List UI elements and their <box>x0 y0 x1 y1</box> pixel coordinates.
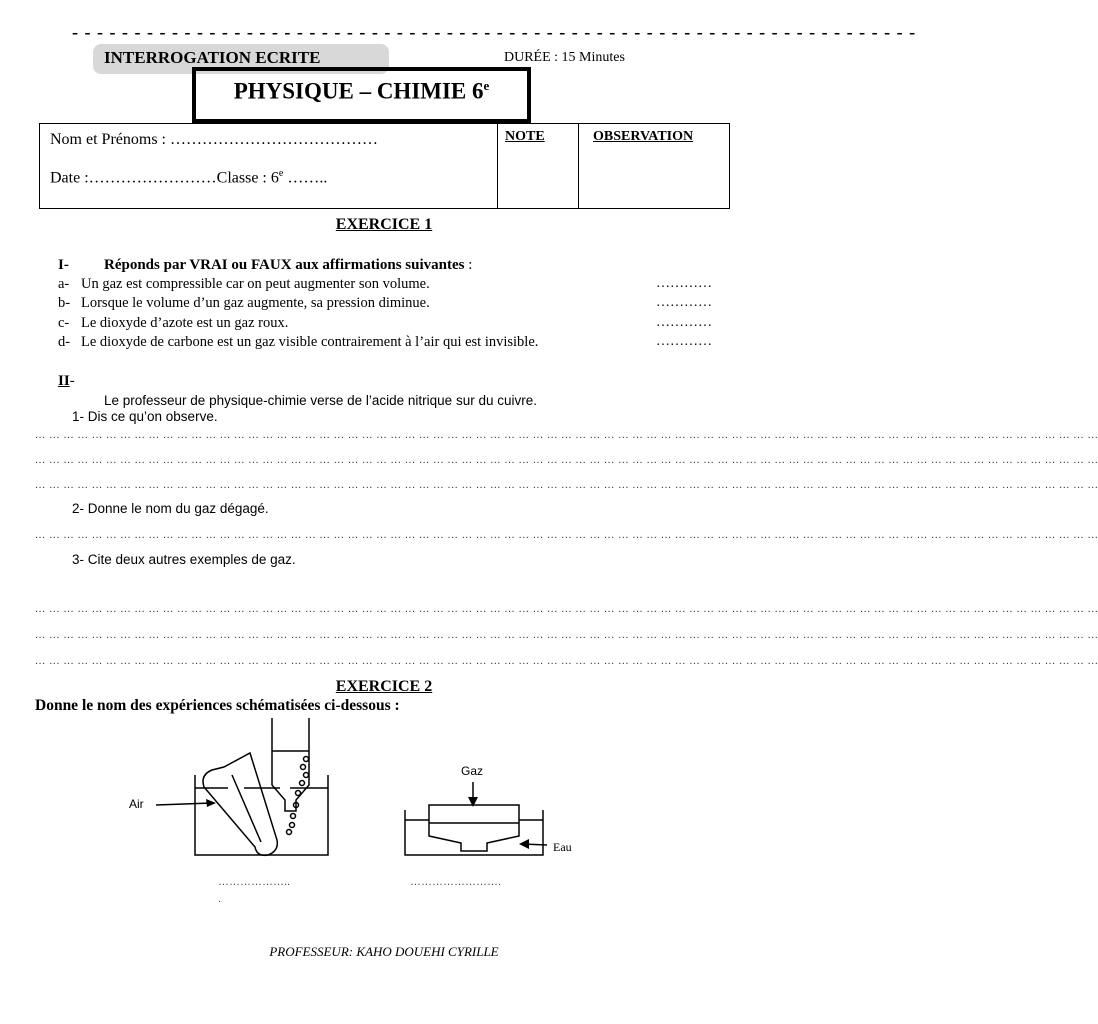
label-air: Air <box>129 797 144 811</box>
diagram-gas-bell <box>395 775 555 865</box>
date-class-field[interactable] <box>50 168 327 187</box>
answer-line[interactable]: ... ... ... ... ... ... ... ... ... ... ... ... ... ... ... ... ... ... ... ... ... ... ... ... ... ... ... ... ... ... ... ... ... ... ... ... ... ... ... ... ... ... ... ... ... ... ... ... ... ... ... ... ... ... ... ... ... ... ... ... ... ... ... ... ... ... ... ... ... ... ... ... ... ... ... <box>35 529 1098 541</box>
answer-blank[interactable]: ………… <box>656 276 712 291</box>
question-1: 1- Dis ce qu’on observe. <box>72 409 218 424</box>
part-1-instruction <box>104 257 472 274</box>
exercise-2-instruction: Donne le nom des expériences schématisées ci-dessous : <box>35 697 400 714</box>
answer-blank[interactable]: ………… <box>656 315 712 330</box>
date-class-text: Date :……………………Classe : 6 <box>50 169 279 187</box>
gas-bubble <box>304 773 309 778</box>
gas-bubble <box>290 823 295 828</box>
gas-bubble <box>304 757 309 762</box>
statement-letter: c- <box>58 315 70 331</box>
statement-letter: d- <box>58 334 71 350</box>
answer-blank-1-tail: . <box>218 893 222 905</box>
tube-inner <box>232 775 261 842</box>
statement-text: Lorsque le volume d’un gaz augmente, sa pression diminue. <box>81 295 430 311</box>
answer-line[interactable]: ... ... ... ... ... ... ... ... ... ... ... ... ... ... ... ... ... ... ... ... ... ... ... ... ... ... ... ... ... ... ... ... ... ... ... ... ... ... ... ... ... ... ... ... ... ... ... ... ... ... ... ... ... ... ... ... ... ... ... ... ... ... ... ... ... ... ... ... ... ... ... ... ... ... ... <box>35 479 1098 491</box>
class-blank: …….. <box>283 169 328 187</box>
answer-line[interactable]: ... ... ... ... ... ... ... ... ... ... ... ... ... ... ... ... ... ... ... ... ... ... ... ... ... ... ... ... ... ... ... ... ... ... ... ... ... ... ... ... ... ... ... ... ... ... ... ... ... ... ... ... ... ... ... ... ... ... ... ... ... ... ... ... ... ... ... ... ... ... ... ... ... ... ... <box>35 454 1098 466</box>
name-field[interactable]: Nom et Prénoms : ………………………………… <box>50 131 378 148</box>
page-title <box>192 78 531 105</box>
test-type-label: INTERROGATION ECRITE <box>104 48 321 67</box>
gas-bubble <box>291 814 296 819</box>
answer-blank[interactable]: ………… <box>656 334 712 349</box>
exercise-1-title: EXERCICE 1 <box>335 216 433 233</box>
delivery-tube <box>203 753 277 855</box>
statement-text: Un gaz est compressible car on peut augmenter son volume. <box>81 276 430 292</box>
gas-bubble <box>296 791 301 796</box>
label-gaz: Gaz <box>461 764 484 778</box>
title-superscript: e <box>483 78 490 93</box>
part-2-number-text: II <box>58 373 70 389</box>
question-3: 3- Cite deux autres exemples de gaz. <box>72 552 296 567</box>
statement-text: Le dioxyde de carbone est un gaz visible contrairement à l’air qui est invisible. <box>81 334 539 350</box>
answer-line[interactable]: ... ... ... ... ... ... ... ... ... ... ... ... ... ... ... ... ... ... ... ... ... ... ... ... ... ... ... ... ... ... ... ... ... ... ... ... ... ... ... ... ... ... ... ... ... ... ... ... ... ... ... ... ... ... ... ... ... ... ... ... ... ... ... ... ... ... ... ... ... ... ... ... ... ... ... <box>35 603 1098 615</box>
note-header: NOTE <box>505 129 545 144</box>
answer-blank-1[interactable]: ……………….. <box>218 876 291 888</box>
answer-blank[interactable]: ………… <box>656 295 712 310</box>
gas-bubble <box>287 830 292 835</box>
water-trough <box>405 810 543 855</box>
gas-bell <box>429 805 519 851</box>
part-1-instruction-text: Réponds par VRAI ou FAUX aux affirmations suivantes <box>104 257 465 273</box>
answer-line[interactable]: ... ... ... ... ... ... ... ... ... ... ... ... ... ... ... ... ... ... ... ... ... ... ... ... ... ... ... ... ... ... ... ... ... ... ... ... ... ... ... ... ... ... ... ... ... ... ... ... ... ... ... ... ... ... ... ... ... ... ... ... ... ... ... ... ... ... ... ... ... ... ... ... ... ... ... <box>35 629 1098 641</box>
top-dashed-line: - - - - - - - - - - - - - - - - - - - - - - - - - - - - - - - - - - - - - - - - - - - - - - - - - - - - - - - - - - - - - - - - - - - - <box>72 22 917 42</box>
part-2-context: Le professeur de physique-chimie verse de l’acide nitrique sur du cuivre. <box>104 393 537 408</box>
observation-header: OBSERVATION <box>593 129 694 144</box>
info-divider <box>497 123 498 208</box>
diagram-gas-collection <box>120 715 350 865</box>
part-1-number: I- <box>58 257 69 273</box>
air-arrow <box>156 803 212 805</box>
gas-bubble <box>301 765 306 770</box>
gas-bubble <box>300 781 305 786</box>
title-text: PHYSIQUE – CHIMIE 6 <box>233 78 484 104</box>
part-1-colon: : <box>464 257 473 273</box>
statement-letter: a- <box>58 276 70 292</box>
answer-line[interactable]: ... ... ... ... ... ... ... ... ... ... ... ... ... ... ... ... ... ... ... ... ... ... ... ... ... ... ... ... ... ... ... ... ... ... ... ... ... ... ... ... ... ... ... ... ... ... ... ... ... ... ... ... ... ... ... ... ... ... ... ... ... ... ... ... ... ... ... ... ... ... ... ... ... ... ... <box>35 429 1098 441</box>
part-2-dash: - <box>69 373 75 389</box>
question-2: 2- Donne le nom du gaz dégagé. <box>72 501 269 516</box>
answer-line[interactable]: ... ... ... ... ... ... ... ... ... ... ... ... ... ... ... ... ... ... ... ... ... ... ... ... ... ... ... ... ... ... ... ... ... ... ... ... ... ... ... ... ... ... ... ... ... ... ... ... ... ... ... ... ... ... ... ... ... ... ... ... ... ... ... ... ... ... ... ... ... ... ... ... ... ... ... <box>35 655 1098 667</box>
statement-letter: b- <box>58 295 71 311</box>
part-2-number <box>58 373 75 390</box>
statement-text: Le dioxyde d’azote est un gaz roux. <box>81 315 289 331</box>
duration-label: DURÉE : 15 Minutes <box>504 50 625 65</box>
class-superscript: e <box>278 168 284 179</box>
info-divider <box>578 123 579 208</box>
exercise-2-title: EXERCICE 2 <box>335 678 433 695</box>
teacher-signature: PROFESSEUR: KAHO DOUEHI CYRILLE <box>269 944 499 959</box>
label-eau: Eau <box>553 840 572 854</box>
eau-arrow-head <box>519 839 529 849</box>
answer-blank-2[interactable]: ……………………. <box>410 876 502 888</box>
